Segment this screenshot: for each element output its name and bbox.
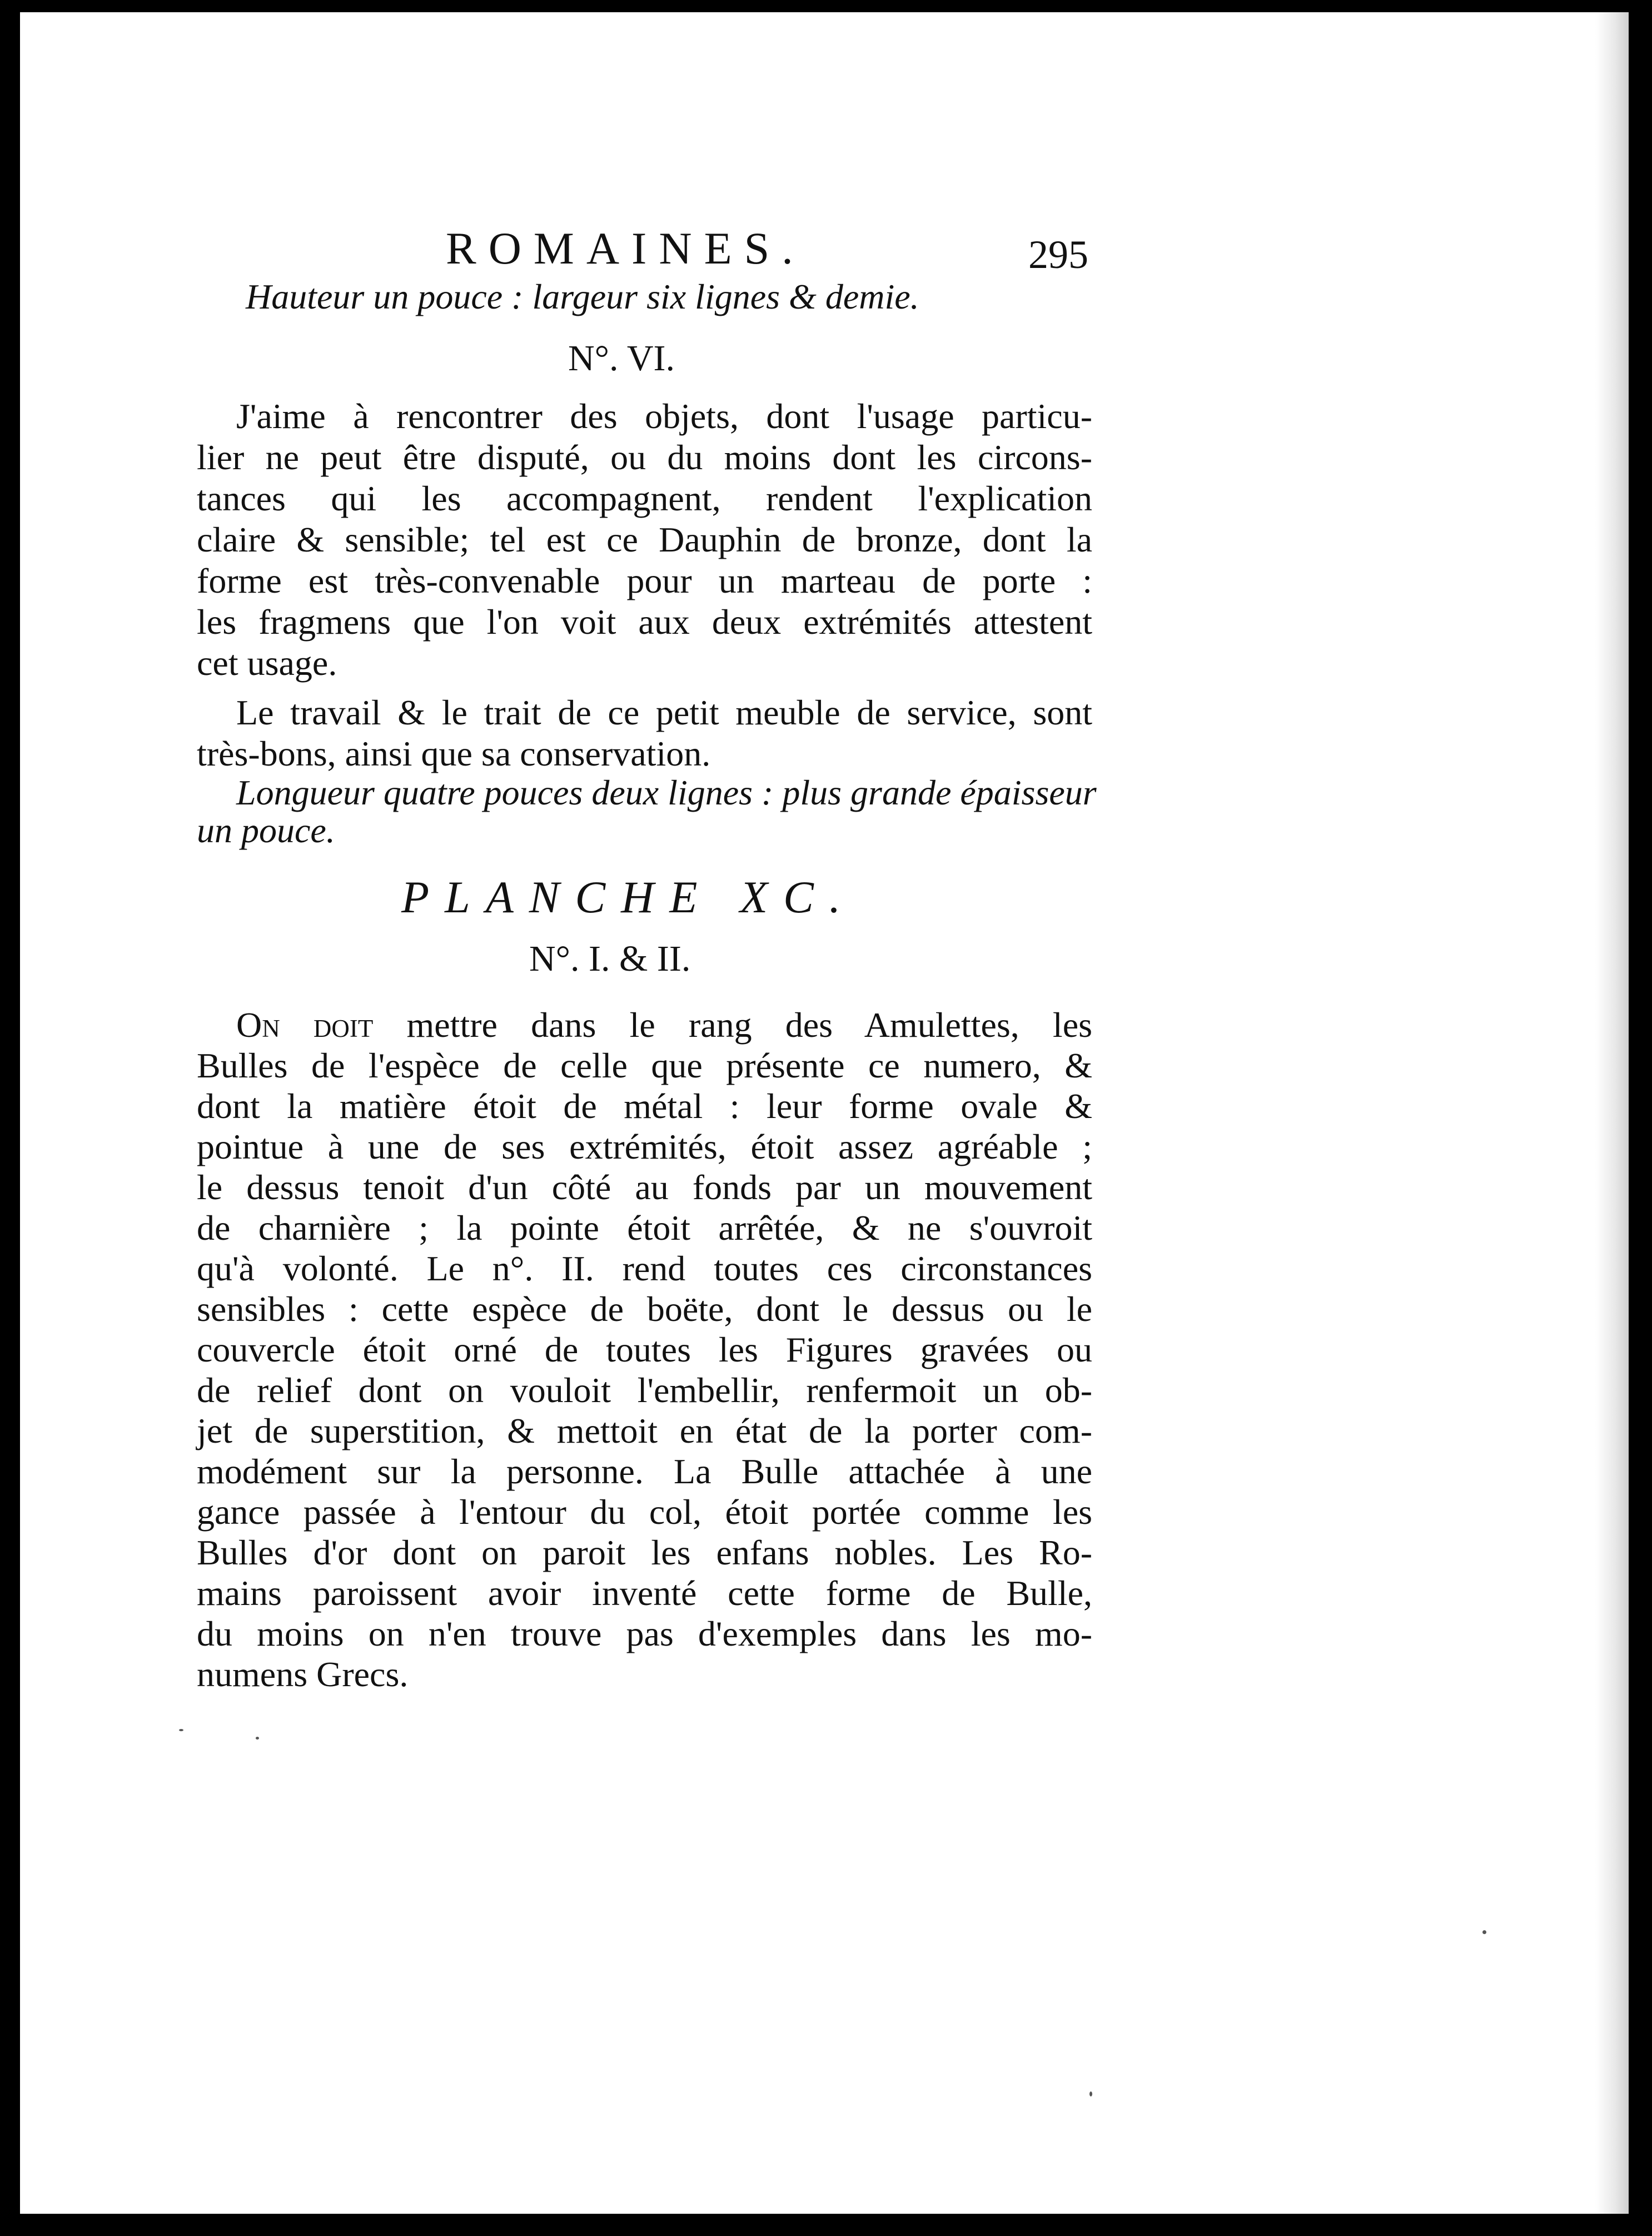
text-line: Longueur quatre pouces deux lignes : plus grande épaisseur [236,773,1097,812]
text-line: de charnière ; la pointe étoit arrêtée, & ne s'ouvroit [197,1208,1092,1248]
dimensions-line-top: Hauteur un pouce : largeur six lignes & demie. [246,277,919,316]
text-line: forme est très-convenable pour un marteau de porte : [197,561,1092,600]
text-line-rest: mettre dans le rang des Amulettes, les [373,1005,1093,1045]
text-line: couvercle étoit orné de toutes les Figures gravées ou [197,1330,1092,1369]
text-line: lier ne peut être disputé, ou du moins dont les circons- [197,438,1092,477]
scan-speck [1482,1930,1486,1934]
book-page [12,12,1629,2214]
binding-edge [12,12,20,2214]
text-line: cet usage. [197,643,337,683]
scan-speck [256,1737,259,1740]
scan-speck [1089,2091,1092,2096]
text-line: modément sur la personne. La Bulle attachée à une [197,1452,1092,1491]
text-line: du moins on n'en trouve pas d'exemples dans les mo- [197,1614,1092,1653]
text-line: un pouce. [197,811,335,850]
text-line: jet de superstition, & mettoit en état de la porter com- [197,1411,1092,1450]
text-line: dont la matière étoit de métal : leur forme ovale & [197,1086,1092,1126]
text-line: J'aime à rencontrer des objets, dont l'usage particu- [236,396,1092,436]
text-line: pointue à une de ses extrémités, étoit assez agréable ; [197,1127,1092,1166]
plate-subheading: N°. I. & II. [529,938,691,979]
text-line: Le travail & le trait de ce petit meuble de service, sont [236,693,1092,732]
section-heading-vi: N°. VI. [568,338,675,379]
text-line: Bulles d'or dont on paroit les enfans nobles. Les Ro- [197,1533,1092,1572]
page-edge-shadow [1595,12,1629,2214]
text-line: numens Grecs. [197,1654,409,1694]
text-line: gance passée à l'entour du col, étoit portée comme les [197,1492,1092,1532]
text-line: qu'à volonté. Le n°. II. rend toutes ces circonstances [197,1249,1092,1288]
text-line: de relief dont on vouloit l'embellir, renfermoit un ob- [197,1370,1092,1410]
text-line-first [236,1007,1092,1043]
text-line: claire & sensible; tel est ce Dauphin de bronze, dont la [197,520,1092,559]
opening-words: On doit [236,1005,374,1045]
text-line: les fragmens que l'on voit aux deux extrémités attestent [197,602,1092,642]
text-line: tances qui les accompagnent, rendent l'explication [197,479,1092,518]
text-line: sensibles : cette espèce de boëte, dont le dessus ou le [197,1289,1092,1329]
text-line: Bulles de l'espèce de celle que présente ce numero, & [197,1046,1092,1085]
scan-speck [179,1729,183,1731]
text-line: le dessus tenoit d'un côté au fonds par un mouvement [197,1167,1092,1207]
text-line: mains paroissent avoir inventé cette forme de Bulle, [197,1573,1092,1613]
running-head: ROMAINES. [446,223,805,274]
page-number: 295 [1028,232,1088,277]
text-line: très-bons, ainsi que sa conservation. [197,734,711,773]
plate-title: PLANCHE XC. [401,872,857,922]
